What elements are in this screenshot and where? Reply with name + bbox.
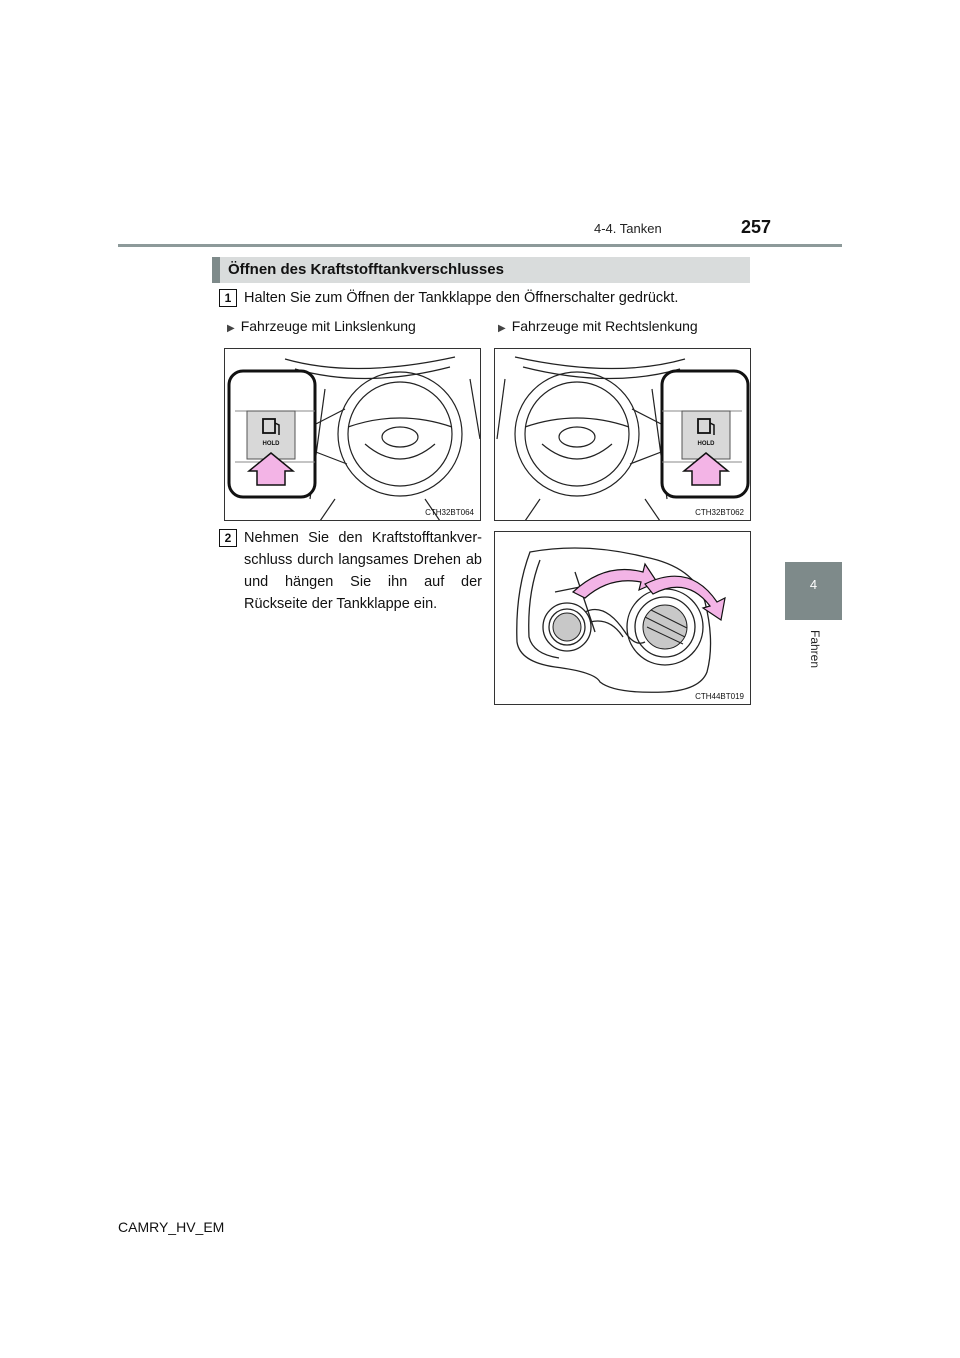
chapter-tab[interactable] [785, 562, 842, 620]
variant-right-label: ▶ Fahrzeuge mit Rechtslenkung [498, 318, 698, 334]
figure-code: CTH44BT019 [695, 692, 744, 701]
bullet-triangle-icon: ▶ [498, 323, 506, 334]
fuel-cap-illustration [495, 532, 751, 705]
bullet-triangle-icon: ▶ [227, 323, 235, 334]
section-heading: Öffnen des Kraftstofftankverschlusses [212, 257, 750, 283]
figure-left-hand-drive [224, 348, 481, 521]
hold-label: HOLD [262, 441, 280, 447]
steering-wheel-illustration [495, 349, 751, 521]
chapter-number: 4 [809, 577, 818, 592]
document-code: CAMRY_HV_EM [118, 1219, 225, 1235]
section-title: 4-4. Tanken [594, 221, 662, 236]
figure-right-hand-drive [494, 348, 751, 521]
chapter-label: Fahren [808, 630, 822, 669]
figure-fuel-cap [494, 531, 751, 705]
hold-label: HOLD [697, 441, 715, 447]
variant-left-label: ▶ Fahrzeuge mit Linkslenkung [227, 318, 416, 334]
page-number: 257 [741, 217, 772, 237]
step-number-2: 2 [219, 529, 237, 547]
figure-code: CTH32BT062 [695, 508, 744, 517]
figure-code: CTH32BT064 [425, 508, 474, 517]
rotate-arrow-icon [573, 564, 657, 598]
step-number-1: 1 [219, 289, 237, 307]
steering-wheel-illustration [225, 349, 481, 521]
step-2-text: Nehmen Sie den Kraftstofftankver-schluss durch langsames Drehen ab und hängen Sie ihn auf der Rückseite der Tankklappe ein. [244, 530, 482, 612]
step-1-text: Halten Sie zum Öffnen der Tankklappe den Öffnerschalter gedrückt. [244, 290, 679, 306]
header-rule [118, 244, 842, 247]
